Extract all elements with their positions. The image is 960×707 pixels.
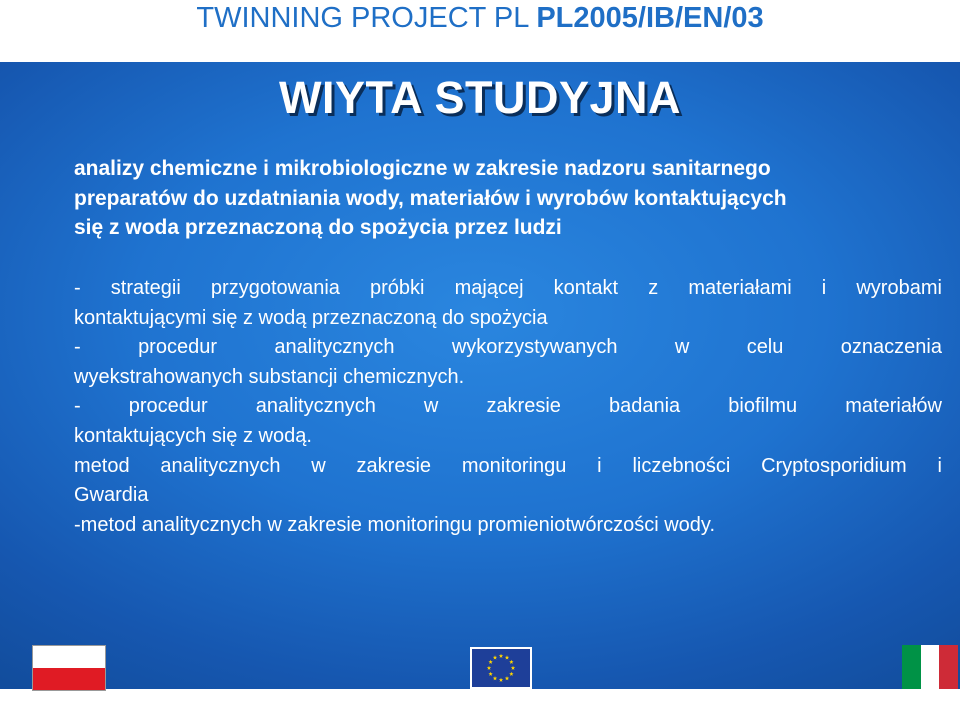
word: strategii xyxy=(110,277,181,299)
justified-line xyxy=(74,274,942,304)
word: wyrobami xyxy=(856,277,942,299)
word: analitycznych xyxy=(255,395,376,418)
word: procedur xyxy=(138,336,217,359)
word: w xyxy=(311,454,326,477)
justified-line xyxy=(74,333,942,363)
justified-line xyxy=(74,392,942,422)
word: analitycznych xyxy=(160,454,281,477)
word: oznaczenia xyxy=(840,336,942,359)
poland-flag-icon xyxy=(32,645,106,691)
word: celu xyxy=(746,336,784,359)
header-prefix: TWINNING PROJECT PL xyxy=(196,2,537,34)
intro-line: preparatów do uzdatniania wody, materiałów i wyrobów kontaktujących xyxy=(74,186,787,210)
project-header xyxy=(0,0,960,36)
eu-star-icon xyxy=(505,655,509,659)
eu-star-icon xyxy=(511,666,515,670)
eu-flag-icon xyxy=(470,647,532,689)
word: materiałami xyxy=(688,277,792,299)
header-bar xyxy=(0,0,960,62)
word: Cryptosporidium xyxy=(761,454,907,477)
header-code: PL2005/IB/EN/03 xyxy=(536,2,764,34)
word: i xyxy=(597,454,602,477)
word: zakresie xyxy=(486,395,561,418)
word: - xyxy=(74,395,81,418)
body-text xyxy=(74,274,942,540)
word: i xyxy=(821,277,827,299)
word: metod xyxy=(74,454,130,477)
italy-flag-icon xyxy=(902,645,958,689)
word: kontakt xyxy=(553,277,619,299)
eu-star-icon xyxy=(493,676,497,680)
flag-white-stripe xyxy=(33,646,105,668)
flag-red-stripe xyxy=(939,645,958,689)
word: mającej xyxy=(454,277,524,299)
justified-line xyxy=(74,452,942,482)
word: w xyxy=(674,336,690,359)
eu-star-icon xyxy=(488,672,492,676)
eu-star-icon xyxy=(499,678,503,682)
slide-title: WIYTA STUDYJNA xyxy=(278,72,681,123)
word: liczebności xyxy=(632,454,731,477)
body-line: kontaktujących się z wodą. xyxy=(74,424,312,447)
intro-paragraph xyxy=(74,154,924,243)
word: analitycznych xyxy=(274,336,395,359)
flag-red-stripe xyxy=(33,668,105,690)
eu-star-icon xyxy=(487,666,491,670)
word: - xyxy=(74,277,81,299)
bottom-strip xyxy=(0,689,960,707)
word: - xyxy=(74,336,81,359)
eu-star-icon xyxy=(509,660,513,664)
word: zakresie xyxy=(356,454,432,477)
intro-line: analizy chemiczne i mikrobiologiczne w zakresie nadzoru sanitarnego xyxy=(74,157,771,180)
word: badania xyxy=(609,395,681,418)
word: próbki xyxy=(370,277,425,299)
eu-star-icon xyxy=(499,654,503,658)
word: procedur xyxy=(128,395,208,418)
word: i xyxy=(937,454,942,477)
eu-star-icon xyxy=(509,672,513,676)
body-line: kontaktującymi się z wodą przeznaczoną do spożycia xyxy=(74,306,548,329)
body-line: wyekstrahowanych substancji chemicznych. xyxy=(74,365,465,388)
body-line: Gwardia xyxy=(74,484,149,507)
eu-star-icon xyxy=(488,660,492,664)
word: materiałów xyxy=(845,395,942,418)
flag-white-stripe xyxy=(921,645,940,689)
body-line: -metod analitycznych w zakresie monitoringu promieniotwórczości wody. xyxy=(74,513,715,536)
word: przygotowania xyxy=(210,277,340,299)
word: w xyxy=(423,395,439,418)
eu-star-icon xyxy=(505,676,509,680)
eu-stars xyxy=(472,649,530,687)
intro-line: się z woda przeznaczoną do spożycia przez ludzi xyxy=(74,216,562,239)
word: z xyxy=(648,277,659,299)
word: wykorzystywanych xyxy=(451,336,618,359)
flag-green-stripe xyxy=(902,645,921,689)
word: monitoringu xyxy=(461,454,567,477)
word: biofilmu xyxy=(728,395,798,418)
eu-star-icon xyxy=(493,655,497,659)
